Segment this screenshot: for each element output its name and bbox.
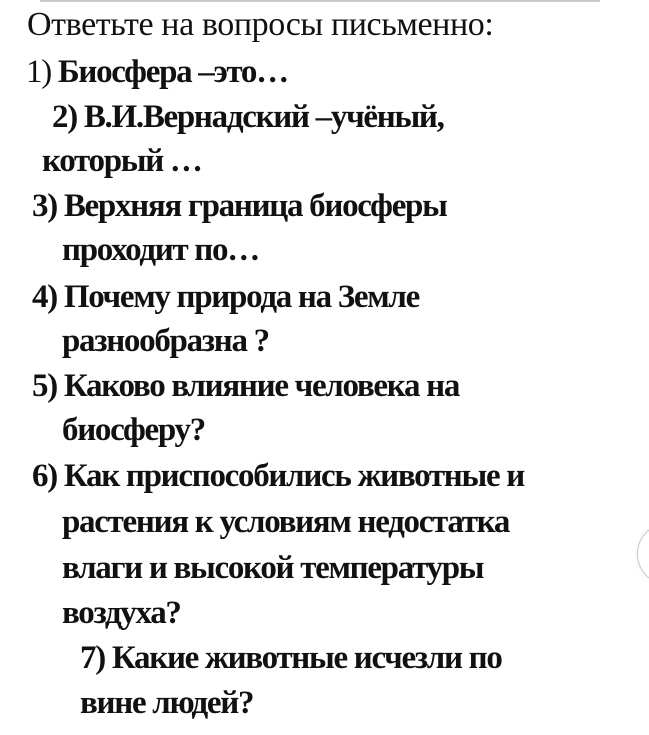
question-6-line-1: Как приспособились животные и <box>63 458 524 494</box>
top-edge-mark <box>40 0 600 2</box>
question-3 <box>32 190 447 223</box>
question-5-line-2: биосферу? <box>62 412 205 448</box>
question-7-line-1: Какие животные исчезли по <box>111 640 502 676</box>
question-4-line-2: разнообразна ? <box>62 323 269 359</box>
question-3-line-2: проходит по… <box>62 232 259 268</box>
question-6 <box>32 460 524 493</box>
question-2-number: 2) <box>52 99 77 135</box>
question-6-line-4: воздуха? <box>62 595 181 631</box>
page-title: Ответьте на вопросы письменно: <box>27 6 494 43</box>
question-1 <box>26 56 288 89</box>
question-7-number: 7) <box>80 640 105 676</box>
question-6-line-3: влаги и высокой температуры <box>62 550 484 586</box>
question-4 <box>32 281 419 314</box>
question-5 <box>32 370 459 403</box>
question-7 <box>80 642 502 675</box>
question-5-number: 5) <box>32 368 57 404</box>
question-2 <box>52 101 444 134</box>
question-3-line-1: Верхняя граница биосферы <box>63 188 447 224</box>
question-4-line-1: Почему природа на Земле <box>63 279 419 315</box>
edge-circle-button[interactable] <box>637 523 649 585</box>
question-7-line-2: вине людей? <box>80 685 254 721</box>
question-6-line-2: растения к условиям недостатка <box>62 504 510 540</box>
question-3-number: 3) <box>32 188 57 224</box>
question-6-number: 6) <box>32 458 57 494</box>
question-2-line-2: который … <box>42 143 202 179</box>
question-1-line-1: Биосфера –это… <box>57 54 288 90</box>
question-1-number: 1) <box>26 54 51 90</box>
question-2-line-1: В.И.Вернадский –учёный, <box>83 99 444 135</box>
question-5-line-1: Каково влияние человека на <box>63 368 460 404</box>
question-4-number: 4) <box>32 279 57 315</box>
